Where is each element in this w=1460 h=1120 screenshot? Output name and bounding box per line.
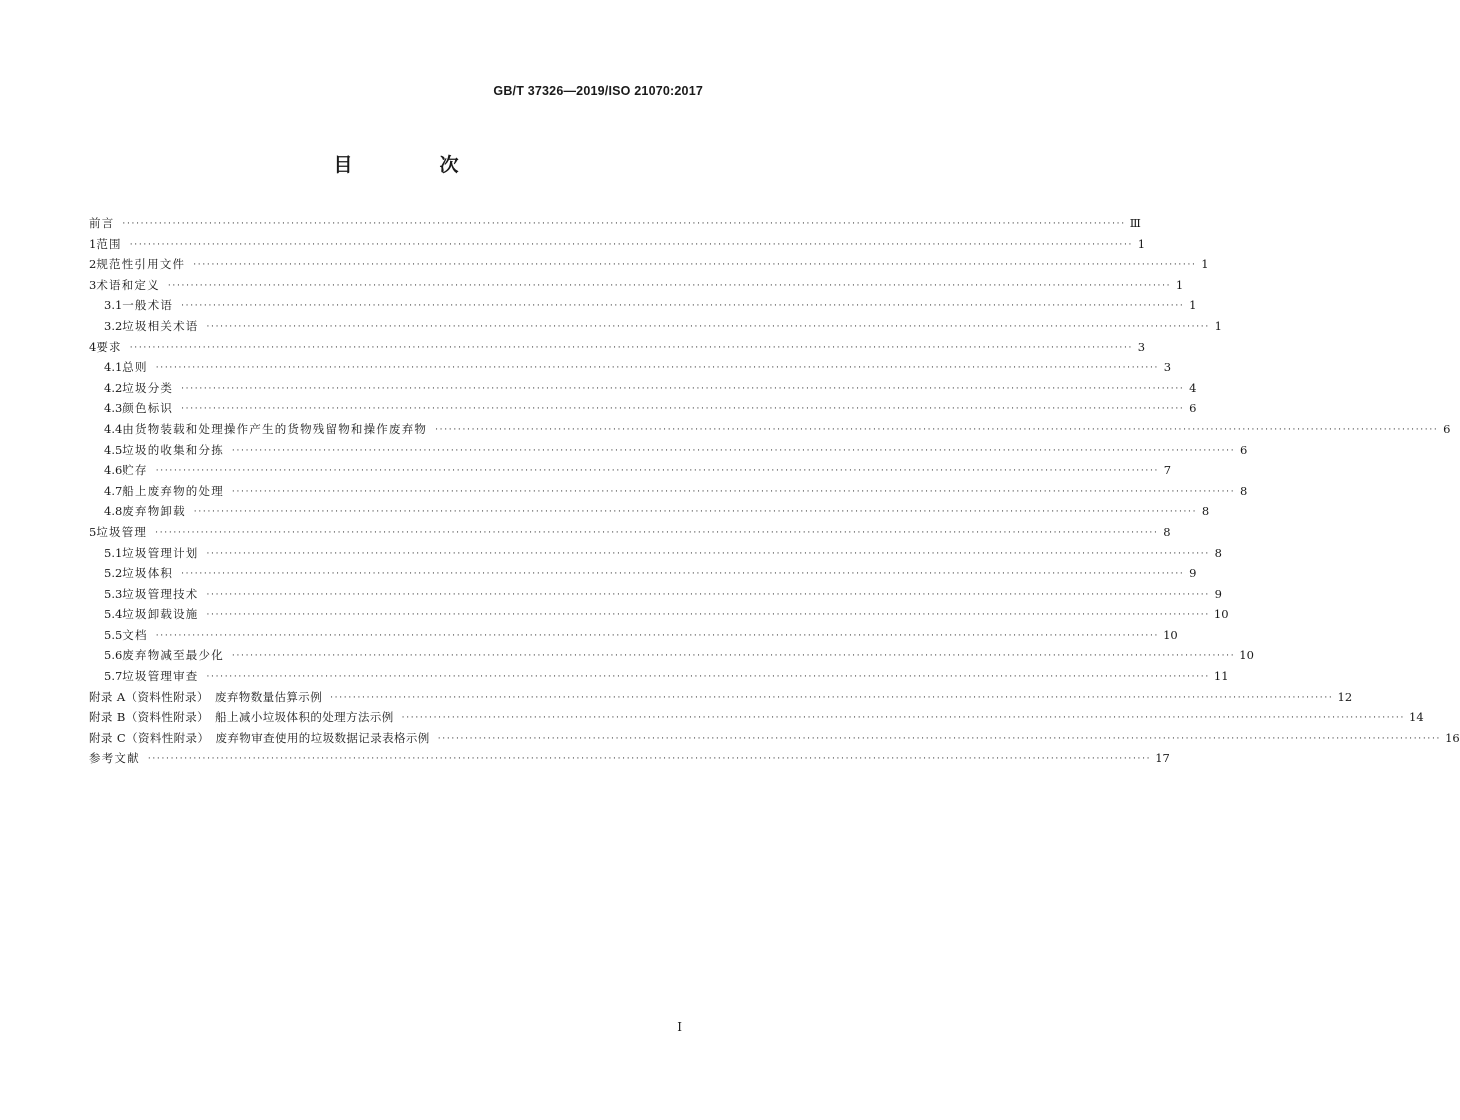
dot-leader: ···························································································································································································································· — [181, 569, 1185, 580]
table-of-contents — [89, 215, 1460, 771]
toc-entry-page: Ⅲ — [1129, 216, 1141, 230]
toc-entry[interactable] — [89, 421, 1451, 442]
toc-entry-number: 5.3 — [104, 586, 123, 601]
toc-entry-title: 总则 — [122, 360, 148, 375]
toc-entry-page: 6 — [1239, 442, 1248, 457]
toc-entry-title: 废弃物卸载 — [122, 504, 186, 519]
toc-entry[interactable] — [89, 442, 1248, 463]
toc-entry-page: 3 — [1163, 360, 1172, 375]
toc-entry-title: 垃圾管理 — [96, 524, 148, 539]
toc-entry[interactable] — [89, 709, 1424, 730]
toc-entry-title: 垃圾卸载设施 — [122, 607, 199, 622]
toc-entry-title: 前言 — [89, 216, 115, 230]
dot-leader: ···························································································································································································································· — [181, 383, 1185, 394]
toc-entry-page: 1 — [1214, 318, 1222, 333]
toc-entry[interactable] — [89, 503, 1210, 524]
toc-entry[interactable] — [89, 297, 1197, 318]
toc-entry-page: 11 — [1213, 669, 1229, 684]
toc-entry-number: 2 — [89, 257, 97, 272]
toc-entry[interactable] — [89, 462, 1172, 483]
toc-entry-number: 4.3 — [104, 401, 123, 416]
toc-entry-title: 一般术语 — [122, 298, 174, 313]
toc-entry-number: 3.2 — [104, 318, 123, 333]
dot-leader: ···························································································································································································································· — [231, 486, 1236, 497]
toc-entry-number: 5.5 — [104, 627, 123, 642]
toc-entry-page: 12 — [1337, 689, 1353, 704]
dot-leader: ···························································································································································································································· — [129, 239, 1134, 250]
toc-entry-page: 16 — [1445, 730, 1460, 745]
toc-entry-page: 8 — [1201, 504, 1210, 519]
toc-entry-title: 由货物装载和处理操作产生的货物残留物和操作废弃物 — [122, 421, 428, 436]
toc-entry-page: 14 — [1409, 710, 1424, 725]
dot-leader: ···························································································································································································································· — [435, 424, 1439, 435]
dot-leader: ···························································································································································································································· — [437, 733, 1442, 744]
toc-entry-title: 术语和定义 — [96, 277, 160, 292]
toc-entry-title: 文档 — [122, 627, 148, 642]
toc-entry[interactable] — [89, 318, 1222, 339]
toc-entry-page: 1 — [1189, 298, 1197, 313]
toc-entry[interactable] — [89, 380, 1197, 401]
toc-entry-number: 4.7 — [104, 483, 123, 498]
toc-entry-number: 3.1 — [104, 298, 123, 313]
toc-entry-number: 4.6 — [104, 463, 123, 478]
toc-entry-title: 颜色标识 — [122, 401, 174, 416]
dot-leader: ···························································································································································································································· — [206, 548, 1210, 559]
toc-entry-title: 垃圾管理审查 — [122, 669, 199, 684]
toc-entry-page: 6 — [1189, 401, 1197, 416]
toc-entry-number: 5.7 — [104, 669, 123, 684]
toc-entry-title: 垃圾的收集和分拣 — [122, 442, 224, 457]
toc-entry-title: 垃圾管理计划 — [122, 545, 199, 560]
dot-leader: ···························································································································································································································· — [206, 610, 1210, 621]
toc-entry-number: 5 — [89, 524, 97, 539]
dot-leader: ···························································································································································································································· — [167, 280, 1172, 291]
toc-entry-number: 5.6 — [104, 648, 123, 663]
dot-leader: ···························································································································································································································· — [401, 713, 1406, 724]
toc-entry[interactable] — [89, 359, 1172, 380]
page-folio: I — [677, 1020, 682, 1034]
toc-entry[interactable] — [89, 256, 1209, 277]
toc-entry-title: 要求 — [96, 339, 122, 354]
toc-entry-title: 范围 — [96, 236, 122, 251]
dot-leader: ···························································································································································································································· — [206, 672, 1210, 683]
toc-entry-title: 贮存 — [122, 463, 148, 478]
dot-leader: ···························································································································································································································· — [155, 466, 1160, 477]
page-title: 目 次 — [333, 154, 493, 176]
toc-entry[interactable] — [89, 730, 1460, 751]
toc-entry[interactable] — [89, 400, 1197, 421]
toc-entry-page: 10 — [1163, 627, 1178, 642]
toc-entry[interactable] — [89, 606, 1229, 627]
toc-entry-page: 9 — [1189, 566, 1197, 581]
dot-leader: ···························································································································································································································· — [181, 301, 1185, 312]
dot-leader: ···························································································································································································································· — [147, 754, 1152, 765]
toc-entry-title: 废弃物减至最少化 — [122, 648, 224, 663]
toc-entry[interactable] — [89, 668, 1229, 689]
standard-number: GB/T 37326—2019/ISO 21070:2017 — [493, 84, 703, 98]
dot-leader: ···························································································································································································································· — [193, 260, 1197, 271]
toc-entry-page: 4 — [1189, 380, 1197, 395]
dot-leader: ···························································································································································································································· — [155, 527, 1159, 538]
toc-entry-page: 8 — [1214, 545, 1222, 560]
toc-entry-title: 规范性引用文件 — [96, 257, 186, 272]
toc-entry-title: 附录 A（资料性附录） 废弃物数量估算示例 — [89, 689, 323, 704]
toc-entry[interactable] — [89, 483, 1248, 504]
toc-entry-title: 附录 B（资料性附录） 船上减小垃圾体积的处理方法示例 — [89, 710, 394, 725]
toc-entry-page: 10 — [1239, 648, 1254, 663]
toc-entry-page: 1 — [1137, 236, 1146, 251]
toc-entry[interactable] — [89, 545, 1222, 566]
toc-entry-title: 垃圾分类 — [122, 380, 174, 395]
toc-entry-title: 附录 C（资料性附录） 废弃物审查使用的垃圾数据记录表格示例 — [89, 730, 430, 745]
toc-entry[interactable] — [89, 586, 1222, 607]
toc-entry[interactable] — [89, 565, 1197, 586]
toc-entry[interactable] — [89, 524, 1171, 545]
toc-entry-page: 3 — [1137, 339, 1146, 354]
toc-entry[interactable] — [89, 750, 1170, 771]
toc-entry-number: 3 — [89, 277, 97, 292]
toc-entry-title: 垃圾管理技术 — [122, 586, 199, 601]
toc-entry-title: 参考文献 — [89, 751, 140, 766]
toc-entry-title: 船上废弃物的处理 — [122, 483, 224, 498]
toc-entry-number: 4.8 — [104, 504, 123, 519]
toc-entry[interactable] — [89, 215, 1141, 236]
toc-entry-number: 4 — [89, 339, 97, 354]
toc-entry-number: 5.1 — [104, 545, 123, 560]
toc-entry-number: 4.2 — [104, 380, 123, 395]
toc-entry-page: 10 — [1213, 607, 1229, 622]
toc-entry[interactable] — [89, 689, 1353, 710]
dot-leader: ···························································································································································································································· — [129, 342, 1134, 353]
dot-leader: ···························································································································································································································· — [155, 363, 1160, 374]
toc-entry-page: 8 — [1163, 524, 1171, 539]
toc-entry-number: 5.2 — [104, 566, 123, 581]
dot-leader: ···························································································································································································································· — [231, 445, 1236, 456]
toc-entry[interactable] — [89, 236, 1146, 257]
toc-entry-page: 8 — [1239, 483, 1248, 498]
toc-entry-page: 6 — [1443, 421, 1451, 436]
toc-entry-page: 9 — [1214, 586, 1222, 601]
dot-leader: ···························································································································································································································· — [206, 589, 1210, 600]
toc-entry[interactable] — [89, 339, 1146, 360]
dot-leader: ···························································································································································································································· — [155, 630, 1160, 641]
toc-entry-page: 1 — [1175, 277, 1184, 292]
toc-entry-page: 1 — [1201, 257, 1209, 272]
toc-entry-number: 4.1 — [104, 360, 123, 375]
toc-entry[interactable] — [89, 647, 1254, 668]
dot-leader: ···························································································································································································································· — [231, 651, 1236, 662]
toc-entry-title: 垃圾相关术语 — [122, 318, 199, 333]
dot-leader: ···························································································································································································································· — [330, 692, 1334, 703]
dot-leader: ···························································································································································································································· — [122, 219, 1126, 229]
toc-entry-page: 17 — [1155, 751, 1170, 766]
dot-leader: ···························································································································································································································· — [193, 507, 1198, 518]
toc-entry-title: 垃圾体积 — [122, 566, 174, 581]
toc-entry-number: 4.4 — [104, 421, 123, 436]
toc-entry-number: 4.5 — [104, 442, 123, 457]
toc-entry[interactable] — [89, 627, 1178, 648]
toc-entry-number: 1 — [89, 236, 97, 251]
dot-leader: ···························································································································································································································· — [206, 321, 1210, 332]
toc-entry[interactable] — [89, 277, 1184, 298]
toc-entry-number: 5.4 — [104, 607, 123, 622]
dot-leader: ···························································································································································································································· — [181, 404, 1185, 415]
toc-entry-page: 7 — [1163, 463, 1172, 478]
